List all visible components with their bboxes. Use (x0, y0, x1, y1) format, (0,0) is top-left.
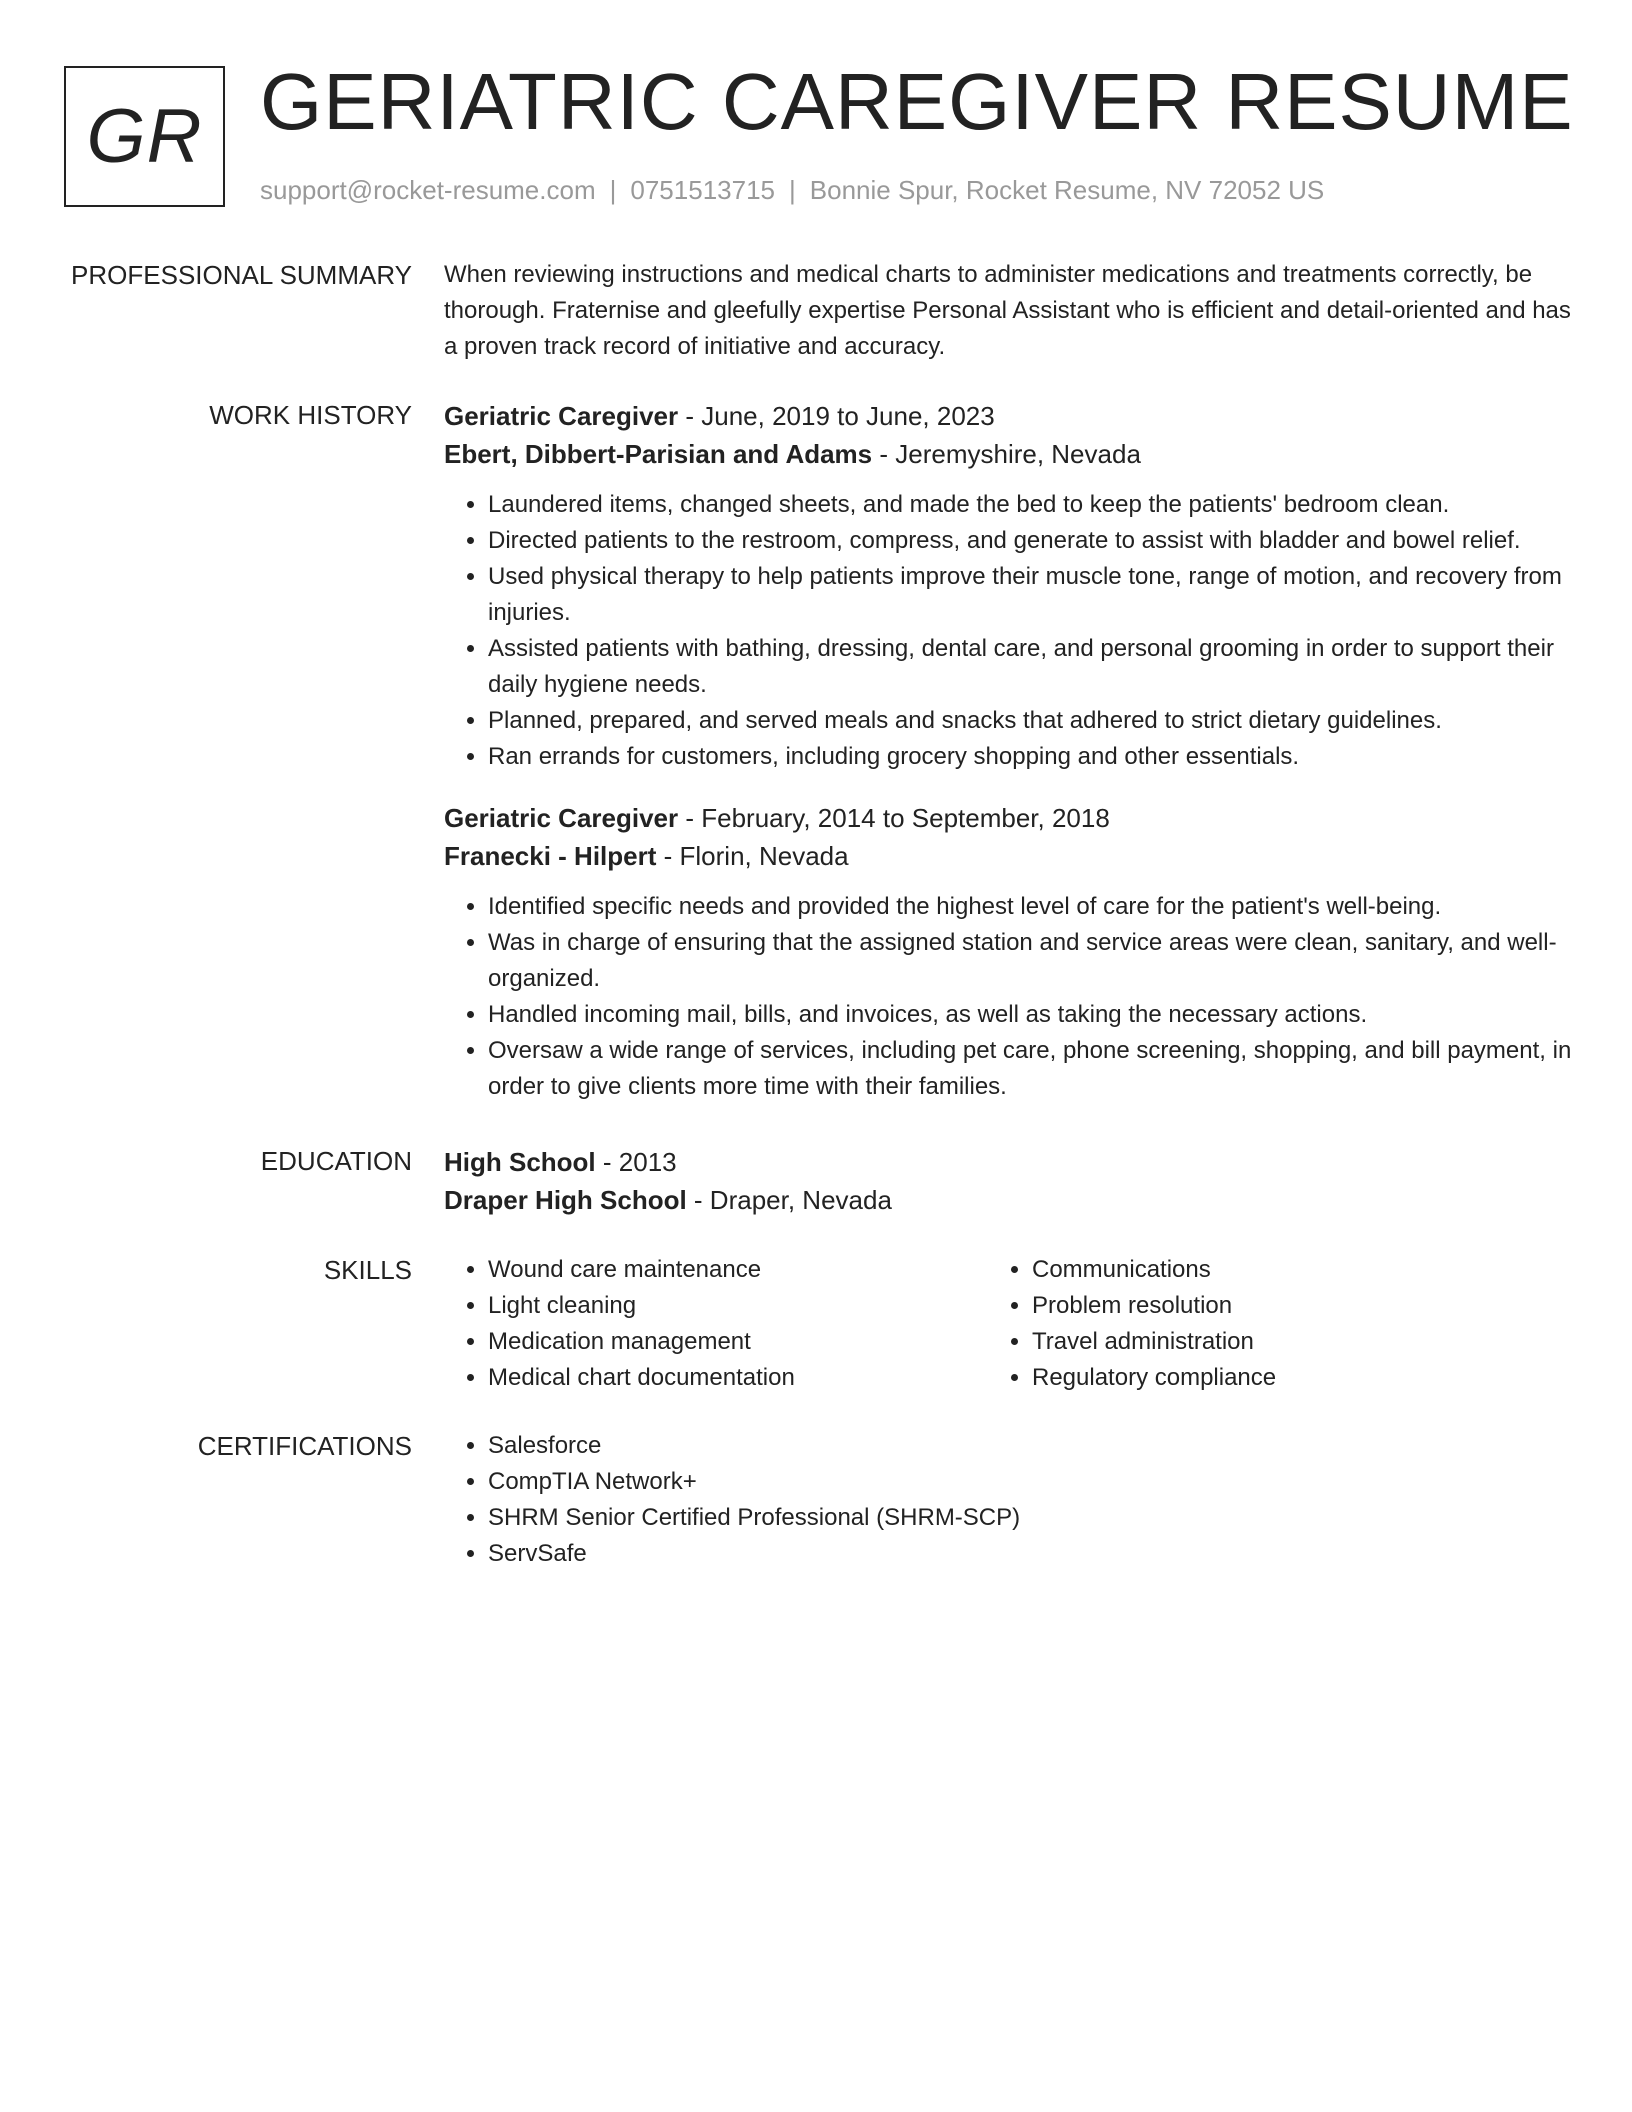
job-company: Franecki - Hilpert (444, 841, 657, 871)
list-item: • Oversaw a wide range of services, including pet care, phone screening, shopping, and bill payment, in order to give clients more time with their families. (488, 1033, 1574, 1105)
monogram: GR (64, 66, 225, 207)
list-item: • CompTIA Network+ (488, 1464, 1574, 1500)
skills-list-right (988, 1252, 1532, 1396)
job-bullets (444, 889, 1574, 1105)
job-company: Ebert, Dibbert-Parisian and Adams (444, 439, 873, 469)
education-year: - 2013 (595, 1147, 677, 1177)
list-item: • Regulatory compliance (1032, 1360, 1532, 1396)
list-item: • Planned, prepared, and served meals and snacks that adhered to strict dietary guidelines. (488, 703, 1574, 739)
education-school-line (444, 1181, 1574, 1219)
job-title-line (444, 397, 1574, 435)
education-degree-line (444, 1143, 1574, 1181)
page-title: GERIATRIC CAREGIVER RESUME (260, 57, 1574, 146)
list-item: • Travel administration (1032, 1324, 1532, 1360)
list-item: • Medication management (488, 1324, 988, 1360)
job-location: - Florin, Nevada (656, 841, 849, 871)
list-item: • Wound care maintenance (488, 1252, 988, 1288)
list-item: • SHRM Senior Certified Professional (SHRM-SCP) (488, 1500, 1574, 1536)
separator: | (609, 175, 617, 205)
job-title: Geriatric Caregiver (444, 401, 679, 431)
job-title: Geriatric Caregiver (444, 803, 679, 833)
section-label: EDUCATION (260, 1146, 412, 1176)
job-title-line (444, 799, 1574, 837)
job-company-line (444, 837, 1574, 875)
list-item: • Was in charge of ensuring that the assigned station and service areas were clean, sanitary, and well-organized. (488, 925, 1574, 997)
list-item: • Problem resolution (1032, 1288, 1532, 1324)
job-entry (444, 799, 1574, 1105)
skills-list-left (444, 1252, 988, 1396)
list-item: • Communications (1032, 1252, 1532, 1288)
list-item: • Handled incoming mail, bills, and invoices, as well as taking the necessary actions. (488, 997, 1574, 1033)
education-school: Draper High School (444, 1185, 687, 1215)
section-label: SKILLS (323, 1255, 412, 1285)
list-item: • Directed patients to the restroom, compress, and generate to assist with bladder and bowel relief. (488, 523, 1574, 559)
list-item: • Identified specific needs and provided the highest level of care for the patient's well-being. (488, 889, 1574, 925)
list-item: • ServSafe (488, 1536, 1574, 1572)
list-item: • Used physical therapy to help patients improve their muscle tone, range of motion, and recovery from injuries. (488, 559, 1574, 631)
job-entry (444, 397, 1574, 775)
list-item: • Assisted patients with bathing, dressing, dental care, and personal grooming in order to support their daily hygiene needs. (488, 631, 1574, 703)
section-label: CERTIFICATIONS (197, 1431, 412, 1461)
list-item: • Ran errands for customers, including grocery shopping and other essentials. (488, 739, 1574, 775)
list-item: • Light cleaning (488, 1288, 988, 1324)
certifications-list (444, 1428, 1574, 1572)
section-label: PROFESSIONAL SUMMARY (71, 260, 412, 290)
list-item: • Salesforce (488, 1428, 1574, 1464)
job-dates: - June, 2019 to June, 2023 (678, 401, 995, 431)
list-item: • Medical chart documentation (488, 1360, 988, 1396)
education-location: - Draper, Nevada (686, 1185, 892, 1215)
section-label: WORK HISTORY (209, 400, 412, 430)
job-dates: - February, 2014 to September, 2018 (678, 803, 1110, 833)
contact-info (260, 172, 1324, 208)
job-location: - Jeremyshire, Nevada (872, 439, 1141, 469)
phone: 0751513715 (630, 175, 775, 205)
job-bullets (444, 487, 1574, 775)
list-item: • Laundered items, changed sheets, and made the bed to keep the patients' bedroom clean. (488, 487, 1574, 523)
address: Bonnie Spur, Rocket Resume, NV 72052 US (809, 175, 1325, 205)
email: support@rocket-resume.com (260, 175, 596, 205)
summary-text: When reviewing instructions and medical charts to administer medications and treatments correctly, be thorough. Fraternise and gleefully expertise Personal Assistant who is efficient and detail-oriented and has a proven track record of initiative and accuracy. (444, 261, 1571, 360)
education-degree: High School (444, 1147, 596, 1177)
job-company-line (444, 435, 1574, 473)
separator: | (789, 175, 796, 205)
